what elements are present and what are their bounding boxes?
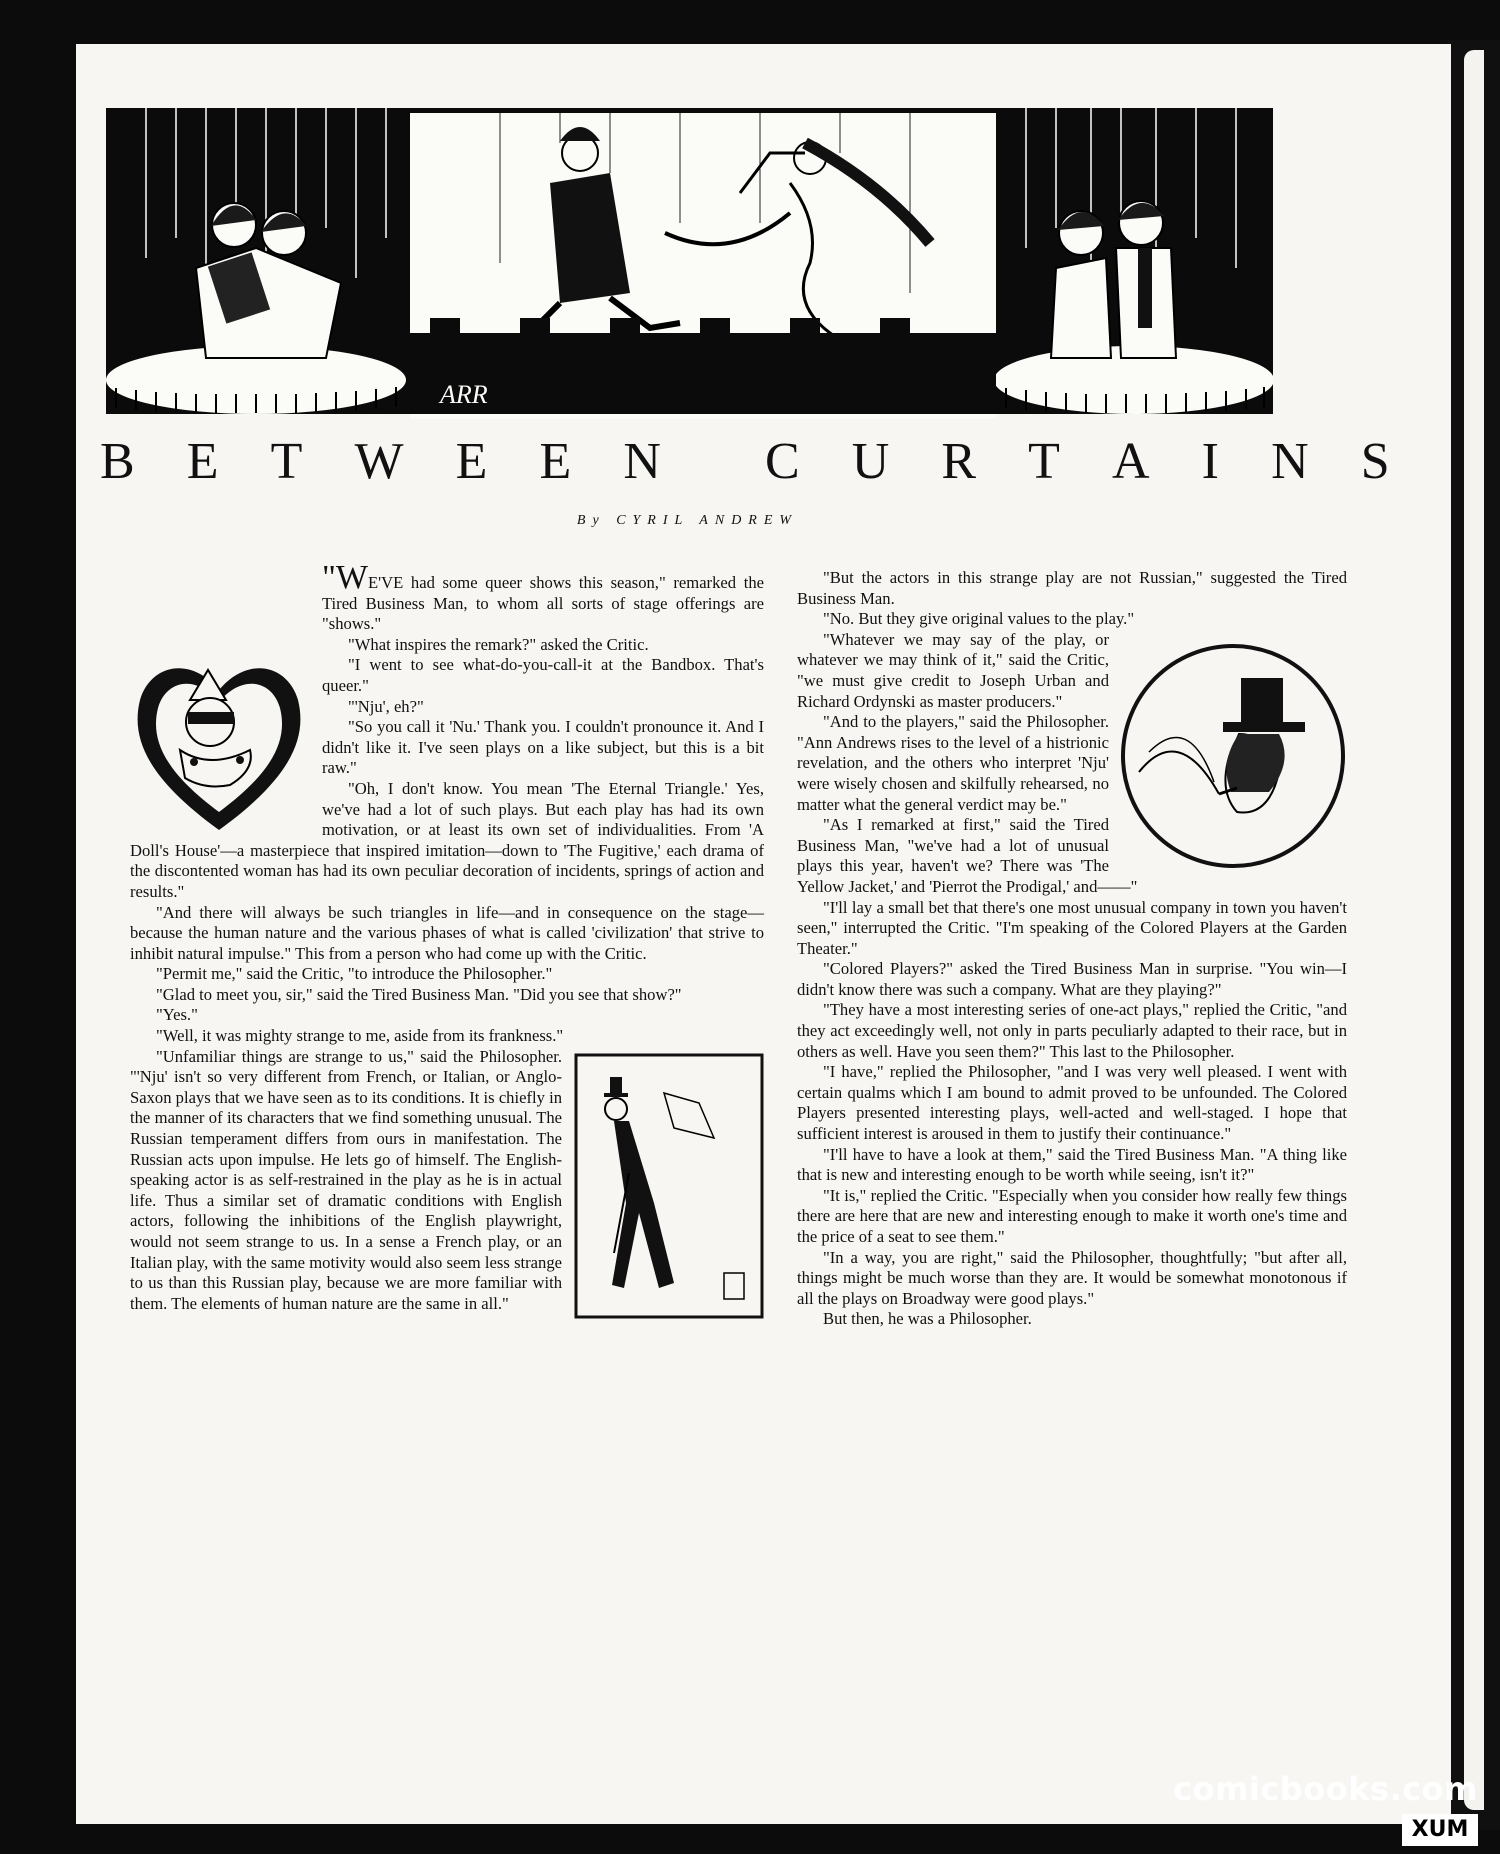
paragraph: "And there will always be such triangles in life—and in consequence on the stage—because the human nature and the various phases of what is called 'civilization' that strive to inhibit natural impulse." This from a person who had come up with the Critic. xyxy=(130,902,764,963)
paragraph: "So you call it 'Nu.' Thank you. I couldn't pronounce it. And I didn't like it. I've seen plays on a like subject, but this is a bit raw." xyxy=(322,717,764,778)
byline: By CYRIL ANDREW xyxy=(576,513,799,528)
paragraph: "What inspires the remark?" asked the Critic. xyxy=(348,634,649,654)
banner-illustration xyxy=(106,108,1273,414)
paragraph: "Permit me," said the Critic, "to introduce the Philosopher." xyxy=(156,964,553,984)
title-letter: E xyxy=(186,433,219,490)
paragraph: "I'll have to have a look at them," said the Tired Business Man. "A thing like that is new and interesting enough to be worth while seeing, isn't it?" xyxy=(797,1144,1347,1185)
left-column xyxy=(130,559,764,1323)
title-letter: N xyxy=(623,433,662,490)
paragraph: "WE'VE had some queer shows this season," remarked the Tired Business Man, to whom all sorts of stage offerings are "shows." xyxy=(322,559,764,634)
drop-cap: "W xyxy=(322,559,368,596)
paragraph: "No. But they give original values to the play." xyxy=(823,609,1135,629)
title-letter: N xyxy=(1271,433,1309,490)
paragraph: "It is," replied the Critic. "Especially when you consider how really few things there are here that are new and interesting enough to make it worth one's time and the price of a seat to see them." xyxy=(797,1185,1347,1246)
paragraph: "Yes." xyxy=(156,1005,198,1025)
paragraph: "Well, it was mighty strange to me, aside from its frankness." xyxy=(156,1026,564,1046)
title-letter: B xyxy=(100,433,135,490)
title-letter: U xyxy=(851,433,890,490)
paragraph: "Whatever we may say of the play, or whatever we may think of it," said the Critic, "we must give credit to Joseph Urban and Richard Ordynski as master producers." xyxy=(797,629,1109,711)
paragraph: "But the actors in this strange play are not Russian," suggested the Tired Business Man. xyxy=(797,568,1347,608)
paragraph: "I have," replied the Philosopher, "and I was very well pleased. I went with certain qualms which I am bound to admit proved to be unfounded. The Colored Players presented interesting plays, well-acted and well-staged. I hope that sufficient interest is aroused in them to justify their continuance." xyxy=(797,1062,1347,1144)
title-letter: C xyxy=(764,433,800,490)
title-letter: S xyxy=(1360,433,1390,490)
page-edge xyxy=(1448,40,1500,1830)
title-letter: I xyxy=(1201,433,1220,490)
paragraph: "As I remarked at first," said the Tired Business Man, "we've had a lot of unusual plays this year, haven't we? There was 'The Yellow Jacket,' and 'Pierrot the Prodigal,' and——" xyxy=(797,815,1138,896)
paragraph: "Unfamiliar things are strange to us," said the Philosopher. "'Nju' isn't so very different from French, or Italian, or Anglo-Saxon plays that we have seen as to its conditions. It is chiefly in the manner of its characters that we find something unusual. The Russian temperament differs from ours in manifestation. The Russian acts upon impulse. He lets go of himself. The English-speaking actor is as self-restrained in the play as he is in actual life. Thus a similar set of dramatic conditions with English actors, following the inhibitions of the English playwright, would not seem strange to us. In a sense a French play, or an Italian play, with the same motivity would also seem less strange to us than this Russian play, because we are more familiar with them. The elements of human nature are the same in all." xyxy=(130,1046,562,1313)
paragraph: But then, he was a Philosopher. xyxy=(823,1309,1032,1329)
title-letter: T xyxy=(270,433,303,490)
box-audience-left xyxy=(106,108,410,414)
watermark-site: comicbooks.com xyxy=(1173,1770,1478,1808)
paragraph: "I went to see what-do-you-call-it at the Bandbox. That's queer." xyxy=(322,655,764,695)
title-letter: R xyxy=(941,433,977,490)
right-column xyxy=(797,568,1347,1330)
paragraph: "I'll lay a small bet that there's one most unusual company in town you haven't seen," interrupted the Critic. "I'm speaking of the Colored Players at the Garden Theater." xyxy=(797,897,1347,958)
top-hat-man-illustration xyxy=(574,1053,764,1319)
box-audience-right xyxy=(996,108,1273,414)
paragraph: "They have a most interesting series of one-act plays," replied the Critic, "and they act exceedingly well, not only in parts peculiarly adapted to their race, but in others as well. Have you seen them?" This last to the Philosopher. xyxy=(797,1000,1347,1061)
pierrot-heart-illustration xyxy=(130,650,308,835)
watermark-badge: XUM xyxy=(1402,1814,1478,1846)
paragraph: "Colored Players?" asked the Tired Business Man in surprise. "You win—I didn't know there was such a company. What are they playing?" xyxy=(797,959,1347,999)
artist-signature: ARR xyxy=(440,380,488,409)
stage-dancers xyxy=(410,108,996,419)
title-letter: E xyxy=(539,433,572,490)
paragraph: "In a way, you are right," said the Philosopher, thoughtfully; "but after all, things might be much worse than they are. It would be somewhat monotonous if all the plays on Broadway were good plays." xyxy=(797,1247,1347,1308)
paragraph: "Glad to meet you, sir," said the Tired Business Man. "Did you see that show?" xyxy=(156,984,682,1004)
title-letter: A xyxy=(1112,433,1150,490)
paragraph: "Oh, I don't know. You mean 'The Eternal Triangle.' Yes, we've had a lot of such plays. But each play has had its own motivation, or at least its own set of individualities. From 'A Doll's House'—a masterpiece that inspired imitation—down to 'The Fugitive,' each drama of the discontented woman has had its own peculiar decoration of incidents, springs of action and results." xyxy=(130,778,764,901)
next-page-leaf xyxy=(1464,50,1484,1810)
smoking-woman-illustration xyxy=(1119,642,1347,870)
paragraph: "'Nju', eh?" xyxy=(348,696,424,716)
paragraph: "And to the players," said the Philosopher. "Ann Andrews rises to the level of a histrionic revelation, and the others who interpret 'Nju' were wisely chosen and skilfully rehearsed, no matter what the general verdict may be." xyxy=(797,712,1109,814)
site-watermark xyxy=(1173,1770,1492,1854)
title-letter: T xyxy=(1028,433,1061,490)
article-title xyxy=(100,432,1390,491)
title-letter: E xyxy=(455,433,488,490)
title-letter: W xyxy=(354,433,404,490)
